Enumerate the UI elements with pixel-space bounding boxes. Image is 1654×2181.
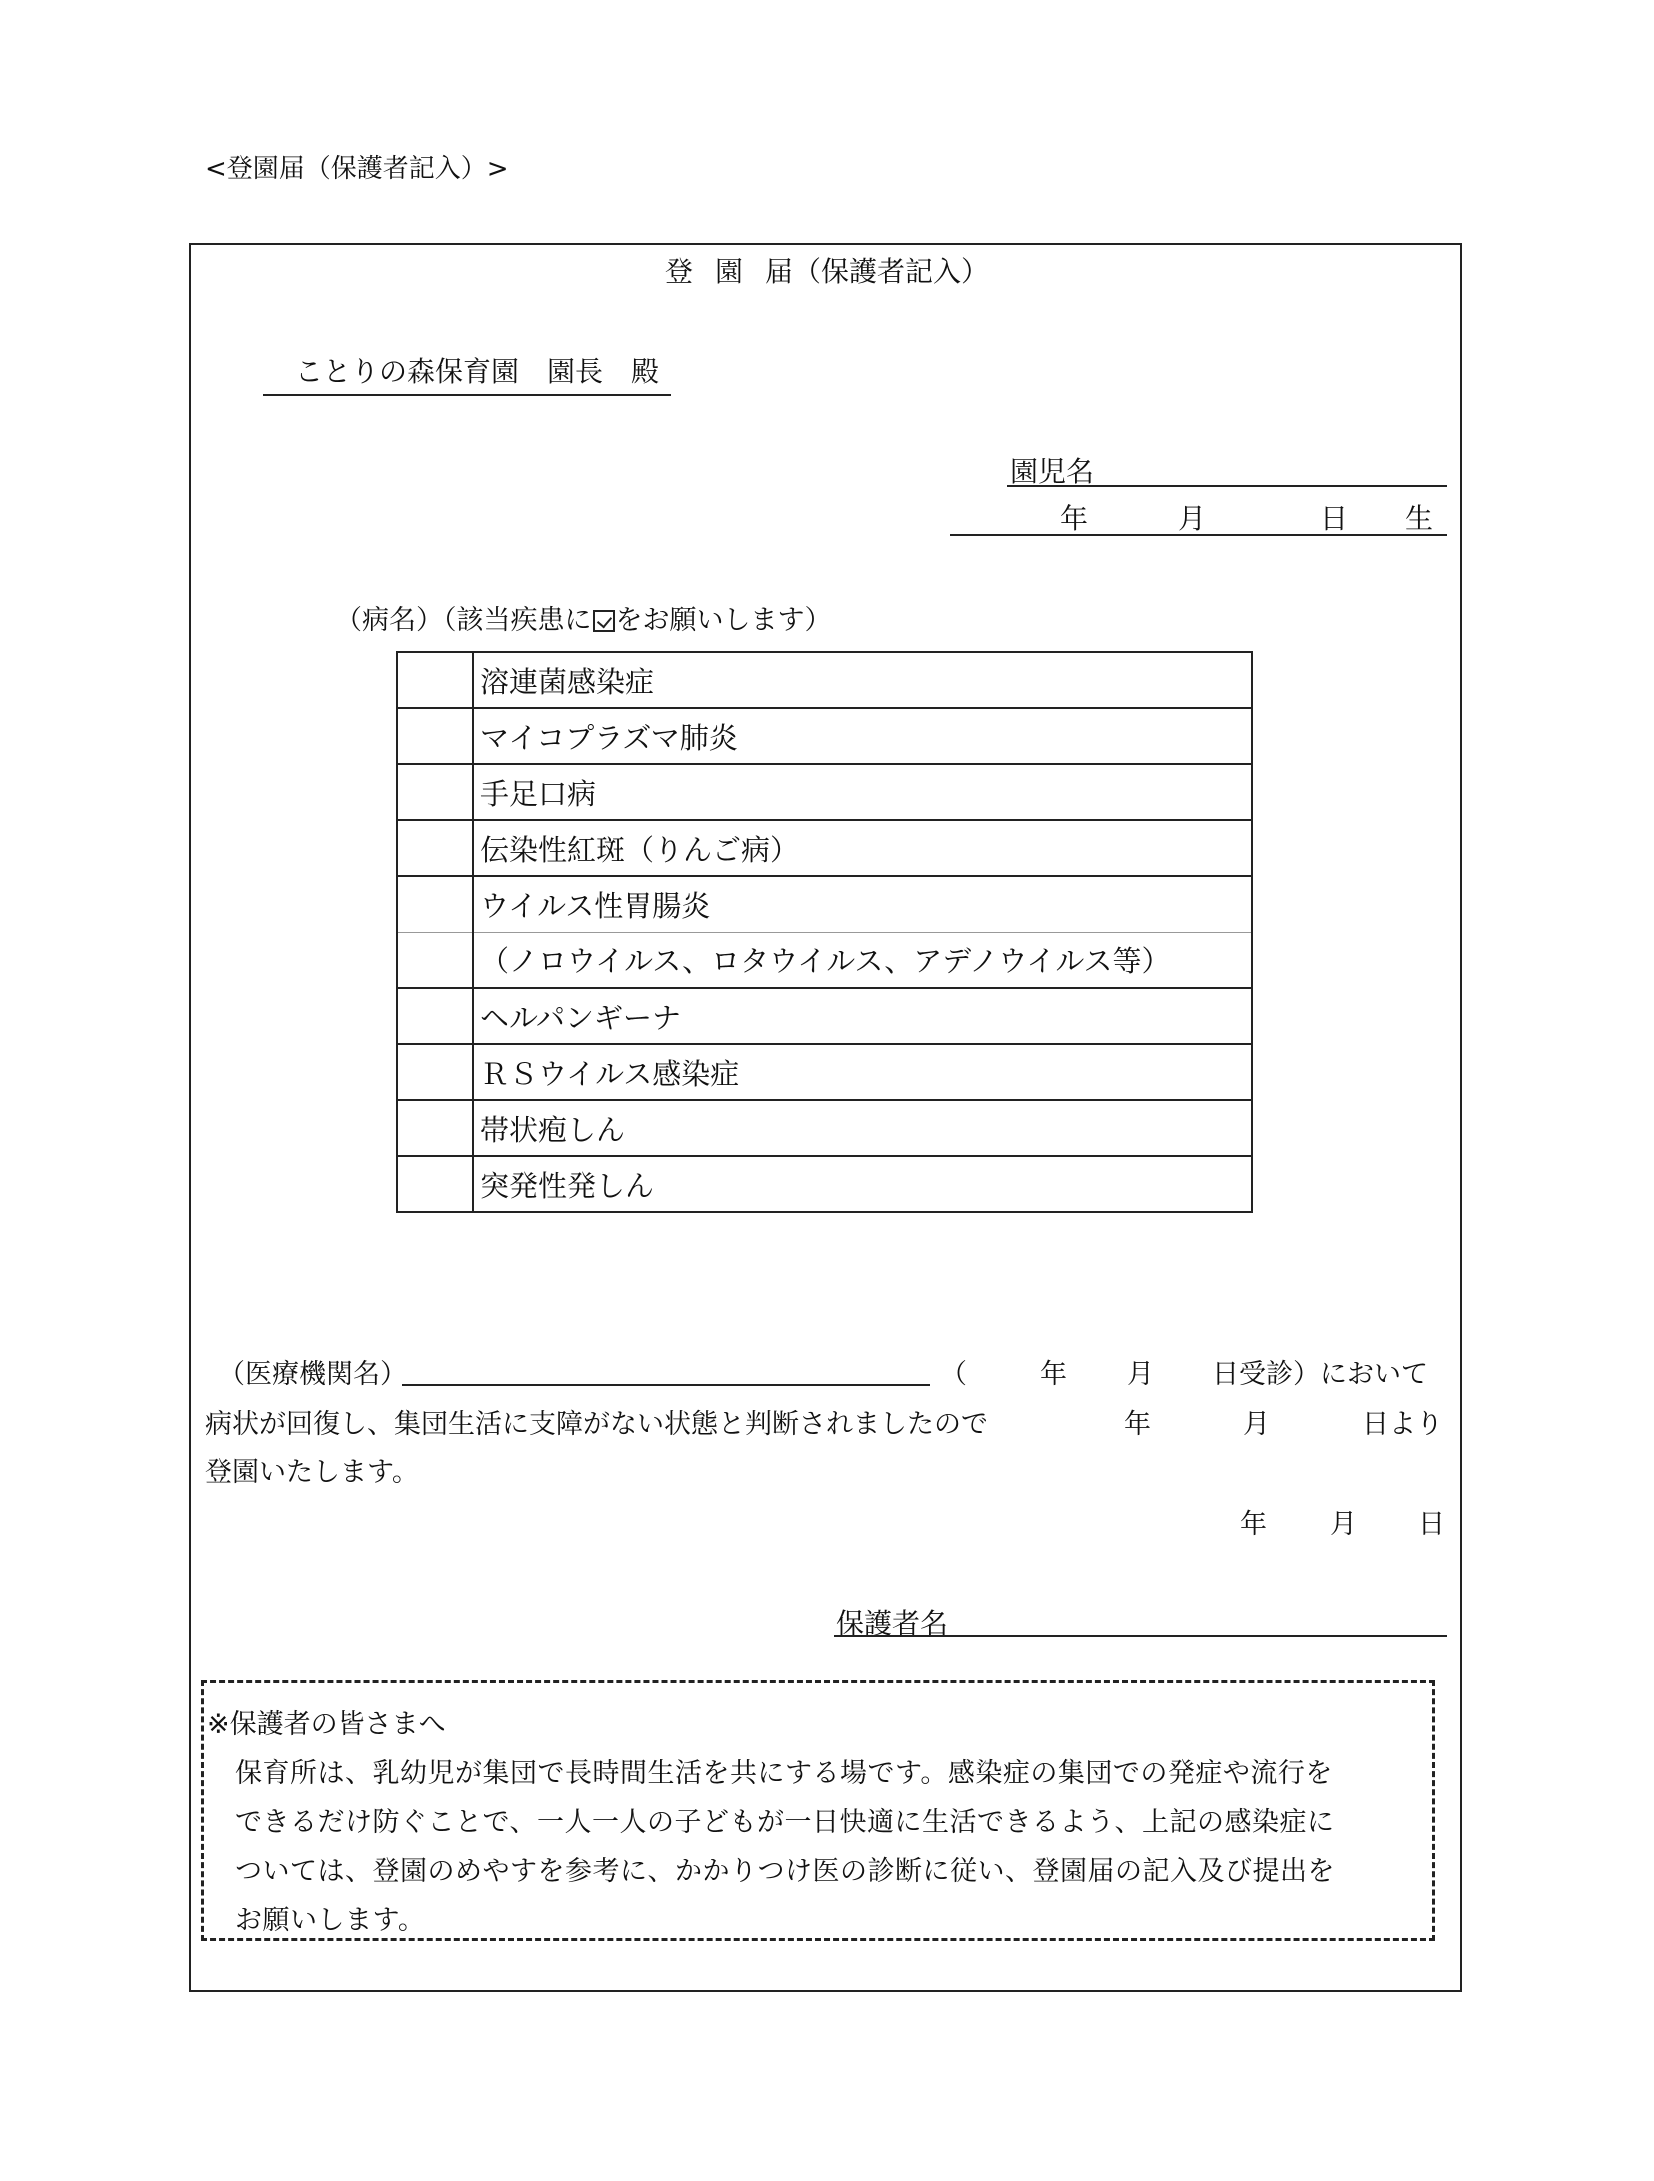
disease-intro-text-2: をお願いします） — [615, 605, 832, 636]
date-day-label: 日 — [1418, 1509, 1445, 1540]
disease-checkbox[interactable] — [397, 876, 473, 932]
disease-intro — [335, 598, 832, 637]
guardian-name-field[interactable] — [834, 1635, 1447, 1637]
visit-paren-open: （ — [940, 1359, 967, 1390]
birth-suffix-label: 生 — [1405, 502, 1434, 535]
table-row — [397, 1100, 1252, 1156]
return-month-label: 月 — [1243, 1409, 1270, 1440]
medical-institution-label: （医療機関名） — [218, 1359, 407, 1390]
notice-title: ※保護者の皆さまへ — [207, 1709, 446, 1740]
child-name-label: 園児名 — [1010, 455, 1095, 488]
disease-checkbox[interactable] — [397, 820, 473, 876]
visit-year-label: 年 — [1040, 1359, 1067, 1390]
table-row — [397, 876, 1252, 932]
disease-checkbox[interactable] — [397, 1044, 473, 1100]
table-row — [397, 764, 1252, 820]
notice-line: お願いします。 — [235, 1905, 426, 1936]
table-row — [397, 652, 1252, 708]
disease-checkbox[interactable] — [397, 708, 473, 764]
table-row — [397, 988, 1252, 1044]
return-year-label: 年 — [1124, 1409, 1151, 1440]
disease-name-detail: （ノロウイルス、ロタウイルス、アデノウイルス等） — [473, 932, 1252, 988]
disease-name: 溶連菌感染症 — [473, 652, 1252, 708]
return-day-label: 日より — [1362, 1409, 1443, 1440]
date-month-label: 月 — [1330, 1509, 1357, 1540]
recovery-statement: 病状が回復し、集団生活に支障がない状態と判断されましたので — [205, 1409, 988, 1440]
guardian-name-label: 保護者名 — [836, 1607, 949, 1640]
disease-table — [396, 651, 1253, 1213]
disease-intro-text: （病名）（該当疾患に — [335, 605, 592, 636]
birth-date-field[interactable] — [950, 534, 1447, 536]
birth-month-label: 月 — [1178, 502, 1207, 535]
table-row — [397, 1156, 1252, 1212]
checkbox-check-icon — [593, 610, 615, 632]
disease-name: マイコプラズマ肺炎 — [473, 708, 1252, 764]
title-part-1: 登 — [664, 255, 693, 288]
disease-name: 手足口病 — [473, 764, 1252, 820]
disease-checkbox[interactable] — [397, 764, 473, 820]
disease-checkbox[interactable] — [397, 1100, 473, 1156]
table-row — [397, 708, 1252, 764]
notice-line: ついては、登園のめやすを参考に、かかりつけ医の診断に従い、登園届の記入及び提出を — [235, 1856, 1335, 1887]
attendance-statement: 登園いたします。 — [205, 1457, 419, 1488]
visit-month-label: 月 — [1127, 1359, 1154, 1390]
disease-name: 帯状疱しん — [473, 1100, 1252, 1156]
disease-checkbox[interactable] — [397, 988, 473, 1044]
child-name-field[interactable] — [1007, 485, 1447, 487]
disease-checkbox-continued — [397, 932, 473, 988]
title-part-2: 園 — [714, 255, 743, 288]
disease-name: 伝染性紅斑（りんご病） — [473, 820, 1252, 876]
table-row — [397, 932, 1252, 988]
visit-day-label: 日受診）において — [1212, 1359, 1428, 1390]
date-year-label: 年 — [1240, 1509, 1267, 1540]
medical-institution-field[interactable] — [402, 1384, 930, 1386]
form-title — [0, 250, 1654, 290]
disease-name: ウイルス性胃腸炎 — [473, 876, 1252, 932]
table-row — [397, 820, 1252, 876]
birth-day-label: 日 — [1320, 502, 1349, 535]
disease-checkbox[interactable] — [397, 652, 473, 708]
disease-name: ヘルパンギーナ — [473, 988, 1252, 1044]
disease-name: ＲＳウイルス感染症 — [473, 1044, 1252, 1100]
addressee: ことりの森保育園 園長 殿 — [263, 350, 671, 396]
notice-line: できるだけ防ぐことで、一人一人の子どもが一日快適に生活できるよう、上記の感染症に — [235, 1807, 1335, 1838]
disease-name: 突発性発しん — [473, 1156, 1252, 1212]
disease-checkbox[interactable] — [397, 1156, 473, 1212]
notice-line: 保育所は、乳幼児が集団で長時間生活を共にする場です。感染症の集団での発症や流行を — [235, 1758, 1333, 1789]
title-part-3: 届（保護者記入） — [765, 255, 990, 288]
table-row — [397, 1044, 1252, 1100]
birth-year-label: 年 — [1060, 502, 1089, 535]
header-label: <登園届（保護者記入）> — [205, 154, 509, 184]
